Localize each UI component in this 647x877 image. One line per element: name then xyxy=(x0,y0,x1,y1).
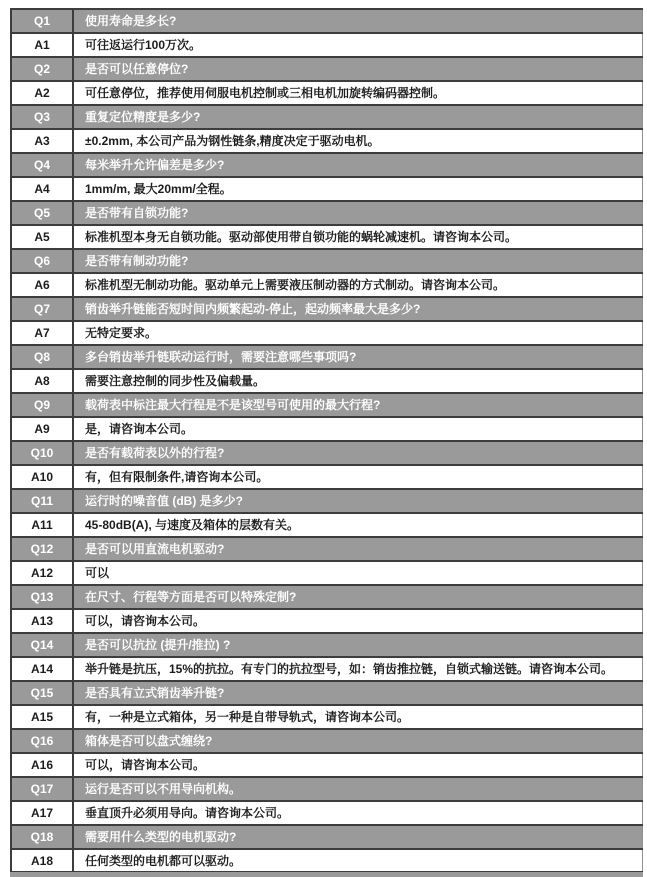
question-text: 运行是否可以不用导向机构。 xyxy=(73,777,643,801)
answer-label: A4 xyxy=(11,177,73,201)
question-row xyxy=(11,441,643,465)
question-label: Q7 xyxy=(11,297,73,321)
answer-row xyxy=(11,417,643,441)
question-row xyxy=(11,489,643,513)
answer-label: A2 xyxy=(11,81,73,105)
question-text: 多台销齿举升链联动运行时，需要注意哪些事项吗? xyxy=(73,345,643,369)
question-text: 是否可以任意停位? xyxy=(73,57,643,81)
question-row xyxy=(11,345,643,369)
question-text: 是否具有立式销齿举升链? xyxy=(73,681,643,705)
question-label: Q8 xyxy=(11,345,73,369)
question-label: Q1 xyxy=(11,9,73,33)
next-row-cutoff xyxy=(10,871,643,877)
answer-row xyxy=(11,849,643,873)
answer-label: A15 xyxy=(11,705,73,729)
question-text: 是否带有制动功能? xyxy=(73,249,643,273)
question-row xyxy=(11,393,643,417)
answer-label: A8 xyxy=(11,369,73,393)
answer-row xyxy=(11,273,643,297)
answer-text: 垂直顶升必须用导向。请咨询本公司。 xyxy=(73,801,643,825)
answer-row xyxy=(11,657,643,681)
answer-row xyxy=(11,321,643,345)
question-row xyxy=(11,585,643,609)
question-label: Q4 xyxy=(11,153,73,177)
question-text: 是否有载荷表以外的行程? xyxy=(73,441,643,465)
question-label: Q2 xyxy=(11,57,73,81)
question-row xyxy=(11,777,643,801)
question-text: 箱体是否可以盘式缠绕? xyxy=(73,729,643,753)
question-row xyxy=(11,537,643,561)
question-row xyxy=(11,153,643,177)
answer-text: 45-80dB(A), 与速度及箱体的层数有关。 xyxy=(73,513,643,537)
answer-text: 1mm/m, 最大20mm/全程。 xyxy=(73,177,643,201)
question-label: Q10 xyxy=(11,441,73,465)
answer-row xyxy=(11,465,643,489)
answer-label: A16 xyxy=(11,753,73,777)
answer-row xyxy=(11,801,643,825)
answer-text: 可往返运行100万次。 xyxy=(73,33,643,57)
question-row xyxy=(11,201,643,225)
answer-text: 可以，请咨询本公司。 xyxy=(73,753,643,777)
question-label: Q9 xyxy=(11,393,73,417)
answer-label: A7 xyxy=(11,321,73,345)
question-row xyxy=(11,825,643,849)
answer-label: A5 xyxy=(11,225,73,249)
question-row xyxy=(11,9,643,33)
question-row xyxy=(11,729,643,753)
question-label: Q15 xyxy=(11,681,73,705)
faq-table xyxy=(10,8,643,874)
answer-text: 可以 xyxy=(73,561,643,585)
question-label: Q14 xyxy=(11,633,73,657)
answer-row xyxy=(11,369,643,393)
question-text: 在尺寸、行程等方面是否可以特殊定制? xyxy=(73,585,643,609)
answer-label: A13 xyxy=(11,609,73,633)
question-text: 是否可以抗拉 (提升/推拉) ? xyxy=(73,633,643,657)
question-text: 销齿举升链能否短时间内频繁起动-停止，起动频率最大是多少? xyxy=(73,297,643,321)
question-row xyxy=(11,57,643,81)
answer-row xyxy=(11,609,643,633)
question-label: Q16 xyxy=(11,729,73,753)
answer-label: A1 xyxy=(11,33,73,57)
answer-text: 举升链是抗压，15%的抗拉。有专门的抗拉型号，如：销齿推拉链，自锁式输送链。请咨询本公司。 xyxy=(73,657,643,681)
question-label: Q17 xyxy=(11,777,73,801)
answer-text: 可任意停位，推荐使用伺服电机控制或三相电机加旋转编码器控制。 xyxy=(73,81,643,105)
answer-label: A17 xyxy=(11,801,73,825)
answer-label: A11 xyxy=(11,513,73,537)
answer-row xyxy=(11,33,643,57)
answer-text: 需要注意控制的同步性及偏载量。 xyxy=(73,369,643,393)
question-row xyxy=(11,633,643,657)
answer-row xyxy=(11,129,643,153)
answer-row xyxy=(11,177,643,201)
question-text: 载荷表中标注最大行程是不是该型号可使用的最大行程? xyxy=(73,393,643,417)
question-label: Q6 xyxy=(11,249,73,273)
question-label: Q5 xyxy=(11,201,73,225)
question-label: Q12 xyxy=(11,537,73,561)
question-text: 是否带有自锁功能? xyxy=(73,201,643,225)
question-row xyxy=(11,297,643,321)
answer-row xyxy=(11,225,643,249)
answer-label: A6 xyxy=(11,273,73,297)
answer-label: A10 xyxy=(11,465,73,489)
question-text: 是否可以用直流电机驱动? xyxy=(73,537,643,561)
answer-row xyxy=(11,81,643,105)
answer-label: A12 xyxy=(11,561,73,585)
question-label: Q3 xyxy=(11,105,73,129)
question-label: Q18 xyxy=(11,825,73,849)
question-text: 每米举升允许偏差是多少? xyxy=(73,153,643,177)
answer-text: ±0.2mm, 本公司产品为钢性链条,精度决定于驱动电机。 xyxy=(73,129,643,153)
answer-row xyxy=(11,705,643,729)
answer-row xyxy=(11,753,643,777)
answer-text: 有，但有限制条件,请咨询本公司。 xyxy=(73,465,643,489)
question-text: 需要用什么类型的电机驱动? xyxy=(73,825,643,849)
answer-label: A14 xyxy=(11,657,73,681)
answer-text: 有，一种是立式箱体，另一种是自带导轨式，请咨询本公司。 xyxy=(73,705,643,729)
question-text: 运行时的噪音值 (dB) 是多少? xyxy=(73,489,643,513)
answer-label: A3 xyxy=(11,129,73,153)
answer-row xyxy=(11,561,643,585)
question-row xyxy=(11,249,643,273)
question-text: 使用寿命是多长? xyxy=(73,9,643,33)
answer-text: 可以，请咨询本公司。 xyxy=(73,609,643,633)
answer-text: 是，请咨询本公司。 xyxy=(73,417,643,441)
question-row xyxy=(11,681,643,705)
answer-label: A9 xyxy=(11,417,73,441)
question-text: 重复定位精度是多少? xyxy=(73,105,643,129)
answer-label: A18 xyxy=(11,849,73,873)
answer-text: 无特定要求。 xyxy=(73,321,643,345)
answer-text: 任何类型的电机都可以驱动。 xyxy=(73,849,643,873)
question-label: Q11 xyxy=(11,489,73,513)
answer-text: 标准机型无制动功能。驱动单元上需要液压制动器的方式制动。请咨询本公司。 xyxy=(73,273,643,297)
question-label: Q13 xyxy=(11,585,73,609)
question-row xyxy=(11,105,643,129)
answer-row xyxy=(11,513,643,537)
answer-text: 标准机型本身无自锁功能。驱动部使用带自锁功能的蜗轮减速机。请咨询本公司。 xyxy=(73,225,643,249)
